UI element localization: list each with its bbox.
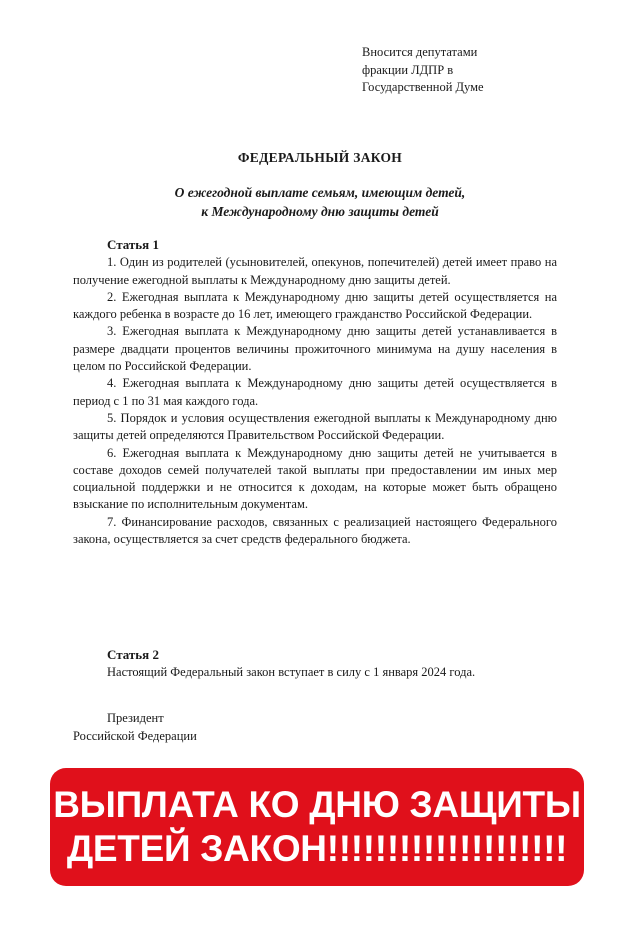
subtitle-line: к Международному дню защиты детей [201,204,439,219]
article-2 [73,646,557,682]
header-note [362,44,622,97]
article-paragraph: 3. Ежегодная выплата к Международному дню защиты детей устанавливается в размере двадцати процентов величины прожиточного минимума на душу населения в целом по Российской Федерации. [73,324,557,374]
article-heading: Статья 1 [107,237,159,252]
document-subtitle [0,183,640,221]
article-paragraph: 5. Порядок и условия осуществления ежегодной выплаты к Международному дню защиты детей определяются Правительством Российской Федерации. [73,410,557,443]
article-heading: Статья 2 [107,647,159,662]
header-note-line: Государственной Думе [362,80,484,94]
signature-title: Президент [107,711,164,725]
article-paragraph: 7. Финансирование расходов, связанных с реализацией настоящего Федерального закона, осуществляется за счет средств федерального бюджета. [73,514,557,547]
banner-line: ВЫПЛАТА КО ДНЮ ЗАЩИТЫ [53,784,581,825]
header-note-line: фракции ЛДПР в [362,62,454,77]
article-paragraph: 1. Один из родителей (усыновителей, опекунов, попечителей) детей имеет право на получение ежегодной выплаты к Международному дню защиты детей. [73,255,557,287]
red-banner [50,768,584,886]
article-paragraph: Настоящий Федеральный закон вступает в силу с 1 января 2024 года. [107,665,476,680]
signature-organization: Российской Федерации [73,728,197,743]
article-paragraph: 4. Ежегодная выплата к Международному дню защиты детей осуществляется в период с 1 по 31 мая каждого года. [73,376,557,408]
article-1 [73,236,557,548]
document-title: ФЕДЕРАЛЬНЫЙ ЗАКОН [237,150,403,165]
article-paragraph: 6. Ежегодная выплата к Международному дню защиты детей не учитывается в составе доходов семей получателей такой выплаты при предоставлении им иных мер социальной поддержки и не относится к доходам, на которые может быть обращено взыскание по исполнительным документам. [73,445,557,512]
subtitle-line: О ежегодной выплате семьям, имеющим детей, [174,185,466,200]
article-paragraph: 2. Ежегодная выплата к Международному дню защиты детей осуществляется на каждого ребенка в возрасте до 16 лет, имеющего гражданство Российской Федерации. [73,289,557,322]
banner-line: ДЕТЕЙ ЗАКОН!!!!!!!!!!!!!!!!!!!! [66,828,568,869]
header-note-line: Вносится депутатами [362,45,478,59]
signature-block [73,710,197,745]
